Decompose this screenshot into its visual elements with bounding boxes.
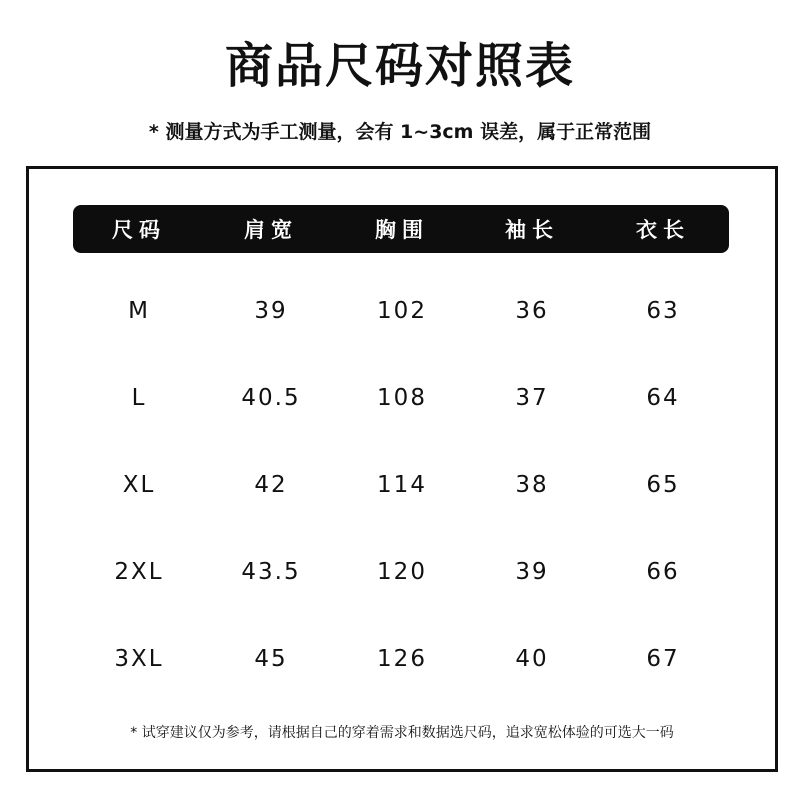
- cell-shoulder-width: 43.5: [241, 558, 301, 585]
- header-chest: 胸围: [375, 218, 429, 242]
- cell-sleeve-length: 40: [515, 645, 549, 672]
- cell-chest: 102: [377, 297, 427, 324]
- cell-shoulder-width: 40.5: [241, 384, 301, 411]
- table-row: [73, 354, 729, 441]
- header-shoulder-width: 肩宽: [244, 218, 298, 242]
- cell-shoulder-width: 45: [254, 645, 288, 672]
- cell-chest: 108: [377, 384, 427, 411]
- cell-shoulder-width: 42: [254, 471, 288, 498]
- cell-garment-length: 63: [646, 297, 680, 324]
- cell-garment-length: 64: [646, 384, 680, 411]
- fit-advice-note: * 试穿建议仅为参考，请根据自己的穿着需求和数据选尺码，追求宽松体验的可选大一码: [130, 725, 674, 741]
- cell-size: L: [131, 384, 147, 411]
- cell-garment-length: 66: [646, 558, 680, 585]
- header-sleeve-length: 袖长: [505, 218, 559, 242]
- table-header: [73, 205, 729, 253]
- cell-sleeve-length: 39: [515, 558, 549, 585]
- cell-sleeve-length: 37: [515, 384, 549, 411]
- page-title: 商品尺码对照表: [224, 38, 575, 94]
- table-row: [73, 267, 729, 354]
- table-row: [73, 615, 729, 702]
- cell-garment-length: 67: [646, 645, 680, 672]
- cell-size: XL: [122, 471, 156, 498]
- cell-chest: 114: [377, 471, 427, 498]
- cell-garment-length: 65: [646, 471, 680, 498]
- cell-chest: 126: [377, 645, 427, 672]
- cell-sleeve-length: 36: [515, 297, 549, 324]
- size-chart-frame: [26, 166, 778, 772]
- cell-size: M: [128, 297, 150, 324]
- cell-sleeve-length: 38: [515, 471, 549, 498]
- measurement-note: * 测量方式为手工测量，会有 1~3cm 误差，属于正常范围: [148, 121, 652, 143]
- table-row: [73, 441, 729, 528]
- cell-size: 2XL: [114, 558, 164, 585]
- cell-size: 3XL: [114, 645, 164, 672]
- header-size: 尺码: [112, 218, 166, 242]
- table-row: [73, 528, 729, 615]
- cell-chest: 120: [377, 558, 427, 585]
- table-body: [73, 267, 729, 702]
- cell-shoulder-width: 39: [254, 297, 288, 324]
- header-garment-length: 衣长: [636, 218, 690, 242]
